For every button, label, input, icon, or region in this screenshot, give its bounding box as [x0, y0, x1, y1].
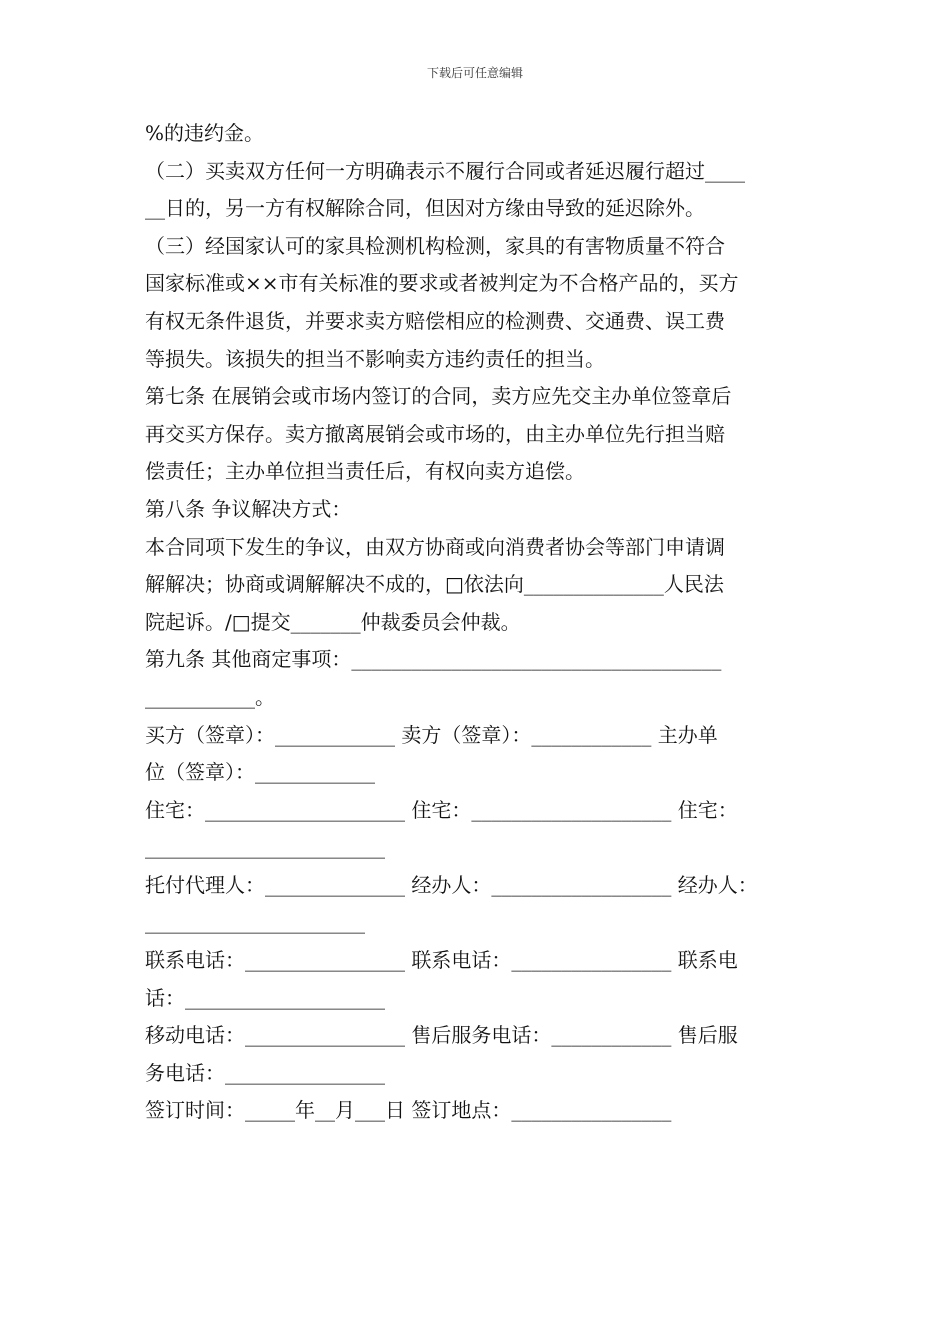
paragraph-line: __日的，另一方有权解除合同，但因对方缘由导致的延迟除外。	[145, 196, 705, 221]
residence-line: 住宅：____________________ 住宅：____________________ 住宅：	[145, 797, 738, 822]
article-8-heading: 第八条 争议解决方式：	[145, 496, 352, 521]
mobile-line: 务电话：________________	[145, 1060, 385, 1085]
paragraph-line: 解解决；协商或调解解决不成的，□依法向______________人民法	[145, 572, 724, 597]
paragraph-line: ___________。	[145, 684, 275, 709]
article-9-line: 第九条 其他商定事项：_____________________________________	[145, 647, 722, 672]
article-7-line: 第七条 在展销会或市场内签订的合同，卖方应先交主办单位签章后	[145, 384, 732, 409]
agent-line: ______________________	[145, 910, 365, 935]
paragraph-line: 有权无条件退货，并要求卖方赔偿相应的检测费、交通费、误工费	[145, 308, 725, 333]
paragraph-line: 本合同项下发生的争议，由双方协商或向消费者协会等部门申请调	[145, 534, 725, 559]
paragraph-line: 国家标准或××市有关标准的要求或者被判定为不合格产品的，买方	[145, 271, 739, 296]
paragraph-line: （三）经国家认可的家具检测机构检测，家具的有害物质量不符合	[145, 233, 725, 258]
paragraph-line: %的违约金。	[145, 121, 265, 145]
phone-line: 话：____________________	[145, 985, 385, 1010]
signature-line: 位（签章）：____________	[145, 760, 375, 785]
phone-line: 联系电话：________________ 联系电话：________________ 联系电	[145, 948, 738, 973]
mobile-line: 移动电话：________________ 售后服务电话：____________ 售后服	[145, 1023, 738, 1048]
contract-body	[145, 115, 815, 1130]
signing-time-line: 签订时间：_____年__月___日 签订地点：________________	[145, 1098, 672, 1123]
residence-line: ________________________	[145, 835, 385, 860]
paragraph-line: 等损失。该损失的担当不影响卖方违约责任的担当。	[145, 346, 605, 371]
agent-line: 托付代理人：______________ 经办人：__________________ 经办人：	[145, 872, 758, 897]
paragraph-line: 偿责任；主办单位担当责任后，有权向卖方追偿。	[145, 459, 585, 484]
paragraph-line: 院起诉。/□提交_______仲裁委员会仲裁。	[145, 609, 521, 634]
paragraph-line: 再交买方保存。卖方撤离展销会或市场的，由主办单位先行担当赔	[145, 421, 725, 446]
paragraph-line: （二）买卖双方任何一方明确表示不履行合同或者延迟履行超过____	[145, 158, 745, 183]
page-header-note: 下载后可任意编辑	[426, 66, 523, 80]
signature-line: 买方（签章）：____________ 卖方（签章）：____________ 主办单	[145, 722, 718, 747]
